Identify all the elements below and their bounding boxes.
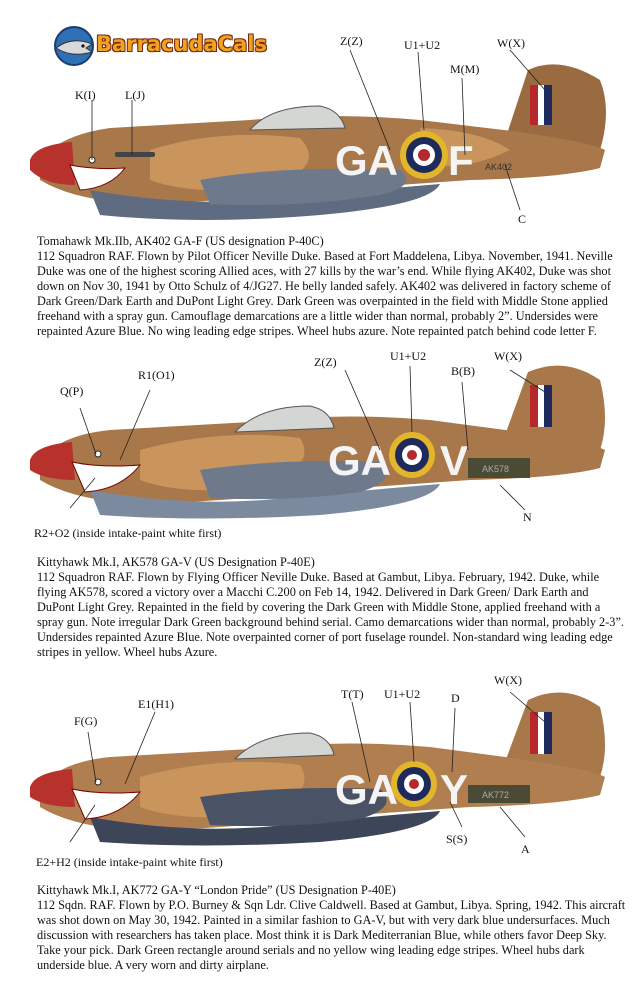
serial: AK578 [482, 464, 510, 474]
logo-text: BarracudaCals [96, 32, 267, 56]
fin-flash-red [530, 712, 538, 754]
code-left: GA [328, 437, 391, 484]
caption-body: 112 Squadron RAF. Flown by Flying Officer Neville Duke. Based at Gambut, Libya. February, 1942. Duke, while flying AK578, scored a victory over a Macchi C.200 on Feb 14, 1942. Delivered in Dark Green/ Dark Earth and DuPont Light Grey. Repainted in the field by covering the Dark Green with Middle Stone, applied freehand with a spray gun. Note irregular Dark Green background behind serial. Camo demarcations wider than normal, probably 2-3”. Undersides repainted Azure Blue. Note overpainted corner of port fuselage roundel. Non-standard wing leading edge stripes in yellow. Wheel hubs Azure. [37, 570, 624, 659]
code-right: Y [440, 766, 469, 813]
callout-w: W(X) [494, 349, 522, 363]
spinner [30, 142, 75, 185]
canopy [250, 106, 345, 130]
fin-flash-red [530, 85, 538, 125]
callout-f: F(G) [74, 714, 98, 728]
callout-q: Q(P) [60, 384, 84, 398]
callout-s: S(S) [446, 832, 468, 846]
code-right: F [448, 137, 474, 184]
caption-2 [37, 555, 627, 660]
code-left: GA [335, 766, 398, 813]
fuselage-roundel [400, 131, 448, 179]
callout-w: W(X) [494, 673, 522, 687]
callout-r1: R1(O1) [138, 368, 175, 382]
fin-flash-white [538, 385, 544, 427]
canopy [235, 406, 334, 432]
fin-flash-red [530, 385, 538, 427]
fin-flash-blue [544, 712, 552, 754]
callout-t: T(T) [341, 687, 364, 701]
callout-r2: R2+O2 (inside intake-paint white first) [34, 526, 222, 540]
caption-body: 112 Sqdn. RAF. Flown by P.O. Burney & Sqn Ldr. Clive Caldwell. Based at Gambut, Libya. Spring, 1942. This aircraft was shot down on May 30, 1942. Painted in a similar fashion to GA-V, but with very dark blue undersurfaces. Much discussion with researchers has taken place. Most think it is Dark Mediterranian Blue, while others favor Deep Sky. Take your pick. Dark Green rectangle around serials and no yellow wing leading edge stripes. Wheel hubs dark underside blue. A very worn and dirty airplane. [37, 898, 626, 972]
fuselage-roundel [389, 432, 435, 478]
callout-e2: E2+H2 (inside intake-paint white first) [36, 855, 223, 869]
aircraft-profile-1 [0, 20, 644, 230]
fin-flash-blue [544, 385, 552, 427]
fin-flash-white [538, 85, 544, 125]
caption-title: Kittyhawk Mk.I, AK772 GA-Y “London Pride” (US Designation P-40E) [37, 883, 396, 897]
caption-1 [37, 234, 627, 339]
callout-d: D [451, 691, 460, 705]
serial: AK772 [482, 790, 510, 800]
callout-w: W(X) [497, 36, 525, 50]
code-right: V [440, 437, 469, 484]
caption-body: 112 Squadron RAF. Flown by Pilot Officer Neville Duke. Based at Fort Maddelena, Libya. November, 1941. Neville Duke was one of the highest scoring Allied aces, with 27 kills by the war’s end. While flying AK402, Duke was shot down on Nov 30, 1941 by Otto Schulz of 4/JG27. He belly landed safely. AK402 was delivered in factory scheme of Dark Green/Dark Earth and DuPont Light Grey. Dark Green was overpainted in the field with Middle Stone applied freehand with a spray gun. Camouflage demarcations are a little wider than normal, probably 2”. Undersides were repainted Azure Blue. No wing leading edge stripes. Wheel hubs azure. Note repainted patch behind code letter F. [37, 249, 613, 338]
exhausts [115, 152, 155, 157]
callout-z: Z(Z) [340, 34, 363, 48]
callout-u: U1+U2 [404, 38, 441, 52]
serial: AK402 [485, 162, 513, 172]
aircraft-profile-3 [0, 672, 644, 872]
canopy [235, 733, 334, 759]
callout-n: N [523, 510, 532, 524]
callout-k: K(I) [75, 88, 96, 102]
fin-flash-blue [544, 85, 552, 125]
code-left: GA [335, 137, 398, 184]
spinner [30, 769, 75, 807]
spinner [30, 442, 75, 480]
caption-title: Kittyhawk Mk.I, AK578 GA-V (US Designation P-40E) [37, 555, 315, 569]
callout-a: A [521, 842, 530, 856]
aircraft-profile-2 [0, 350, 644, 530]
callout-u: U1+U2 [390, 349, 427, 363]
callout-z: Z(Z) [314, 355, 337, 369]
caption-title: Tomahawk Mk.IIb, AK402 GA-F (US designation P-40C) [37, 234, 324, 248]
callout-m: M(M) [450, 62, 480, 76]
callout-b: B(B) [451, 364, 475, 378]
callout-e1: E1(H1) [138, 697, 174, 711]
callout-c: C [518, 212, 527, 226]
callout-u: U1+U2 [384, 687, 421, 701]
caption-3 [37, 883, 627, 973]
callout-l: L(J) [125, 88, 145, 102]
